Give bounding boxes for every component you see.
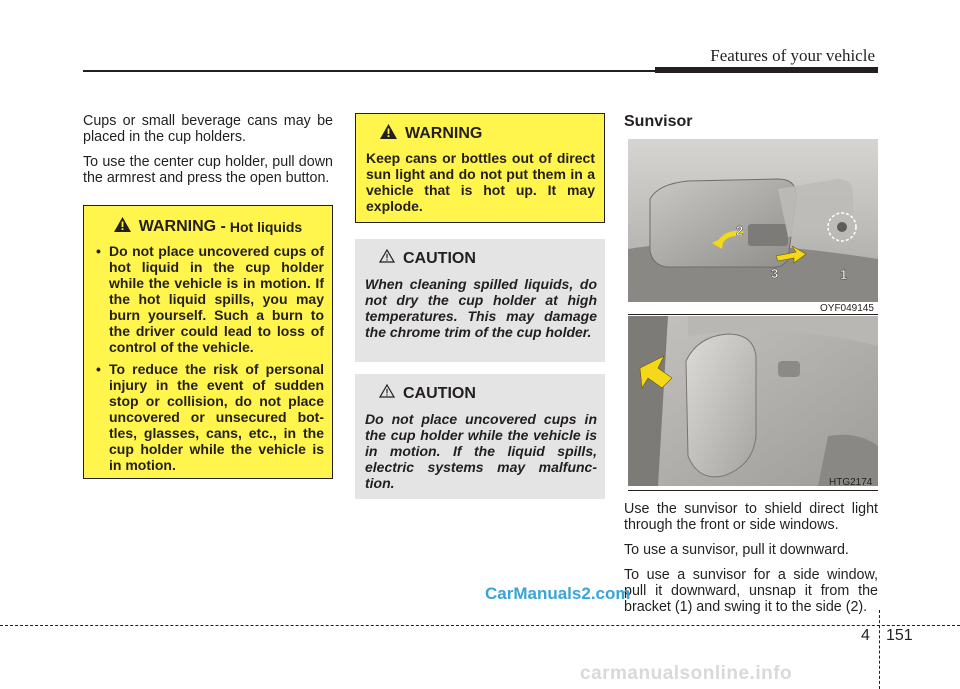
chapter-number: 4: [861, 627, 870, 644]
sunvisor-text: [624, 501, 878, 624]
warning-sunlight-box: [355, 113, 605, 223]
caution-cleaning-box: [355, 239, 605, 362]
cup-holder-paragraph-1: Cups or small beverage cans may be placed in the cup holders.: [83, 113, 333, 145]
caution-cups-box: [355, 374, 605, 499]
photo-divider: [628, 314, 878, 315]
sunvisor-title: Sunvisor: [624, 113, 693, 130]
bullet: •: [96, 243, 101, 259]
caution-triangle-icon: [379, 384, 395, 403]
watermark-link[interactable]: CarManuals2.com: [485, 584, 631, 603]
photo-front-code: OYF049145: [820, 303, 874, 314]
footer-site-link[interactable]: carmanualsonline.info: [580, 663, 793, 684]
caution-cleaning-text: When cleaning spilled liquids, do not dry the cup holder at high temperatures. This may damage the chrome trim of the cup holder.: [365, 276, 597, 340]
footer-dashed-rule: [0, 625, 960, 626]
caution-title: CAUTION: [403, 384, 476, 402]
warning-title: WARNING: [405, 125, 483, 142]
list-item: [92, 243, 324, 355]
footer-vertical-rule: [879, 610, 880, 689]
warning-title: WARNING -: [138, 218, 226, 235]
caution-triangle-icon: [379, 249, 395, 268]
list-item-text: Do not place uncovered cups of hot liquid in the cup holder while the vehicle is in motion. If the hot liquid spills, you may burn yourself. Such a burn to the driver could lead to loss of control of the vehicle.: [109, 243, 324, 355]
cup-holder-paragraph-2: To use the center cup holder, pull down the armrest and press the open button.: [83, 154, 333, 186]
page-number: 151: [886, 627, 913, 644]
warning-hot-liquids-heading: [92, 217, 324, 237]
warning-hot-liquids-list: [92, 243, 324, 473]
sunvisor-paragraph-2: To use a sunvisor, pull it downward.: [624, 542, 849, 558]
list-item: [92, 361, 324, 473]
warning-sunlight-heading: [380, 124, 595, 144]
caution-cleaning-heading: [379, 249, 597, 268]
caution-title: CAUTION: [403, 249, 476, 267]
warning-hot-liquids-box: [83, 205, 333, 479]
warning-triangle-icon: [114, 217, 131, 237]
list-item-text: To reduce the risk of personal injury in the event of sudden stop or collision, do not place uncovered or unsecured bot-tles, glasses, cans, etc., in the cup holder while the vehicle is in motion.: [109, 361, 324, 473]
header-rule-thick: [655, 67, 878, 73]
sunvisor-paragraph-3: To use a sunvisor for a side window, pull it downward, unsnap it from the bracket (1) and swing it to the side (2).: [624, 567, 878, 615]
left-column: [83, 113, 333, 195]
page-header-title: Features of your vehicle: [710, 46, 875, 65]
caution-cups-text: Do not place uncovered cups in the cup holder while the vehicle is in motion. If the liquid spills, electric systems may malfunc-tion.: [365, 411, 597, 491]
warning-subtitle: Hot liquids: [229, 219, 303, 235]
sunvisor-photo-side: [628, 316, 878, 486]
callout-2: 2: [736, 223, 744, 238]
photo-side-code: HTG2174: [829, 477, 873, 488]
warning-sunlight-text: Keep cans or bottles out of direct sun light and do not put them in a vehicle that is hot up. It may explode.: [366, 150, 595, 214]
caution-cups-heading: [379, 384, 597, 403]
callout-3: 3: [771, 266, 779, 281]
sunvisor-paragraph-1: Use the sunvisor to shield direct light through the front or side windows.: [624, 501, 878, 533]
callout-1: 1: [840, 267, 848, 282]
warning-triangle-icon: [380, 124, 397, 144]
photo-bottom-rule: [628, 490, 878, 491]
sunvisor-photo-front: [628, 139, 878, 302]
bullet: •: [96, 361, 101, 377]
